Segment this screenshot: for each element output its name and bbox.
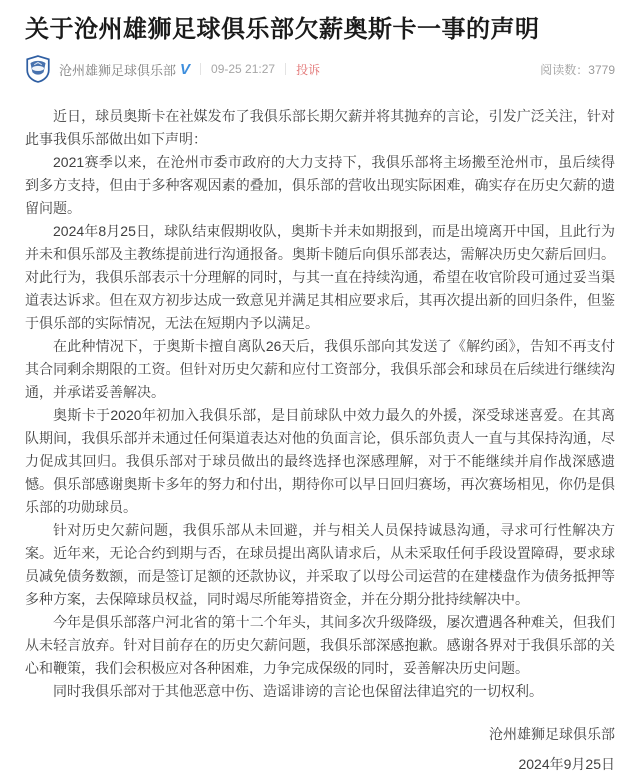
club-crest-icon[interactable]	[25, 55, 51, 83]
article-paragraph: 近日，球员奥斯卡在社媒发布了我俱乐部长期欠薪并将其抛弃的言论，引发广泛关注，针对此事我俱乐部做出如下声明：	[25, 108, 615, 148]
publish-timestamp: 09-25 21:27	[211, 62, 276, 77]
article-paragraph: 同时我俱乐部对于其他恶意中伤、造谣诽谤的言论也保留法律追究的一切权利。	[53, 683, 543, 700]
divider	[200, 63, 201, 75]
article-paragraph: 奥斯卡于2020年初加入我俱乐部，是目前球队中效力最久的外援，深受球迷喜爱。在其离队期间，我俱乐部并未通过任何渠道表达对他的负面言论，俱乐部负责人一直与其保持沟通，尽力促成其回归。我俱乐部对于球员做出的最终选择也深感理解，对于不能继续并肩作战深感遗憾。俱乐部感谢奥斯卡多年的努力和付出，期待你可以早日回归赛场，再次赛场相见，你仍是俱乐部的功勋球员。	[25, 407, 615, 516]
article-paragraph: 2024年8月25日，球队结束假期收队，奥斯卡并未如期报到，而是出境离开中国，且此行为并未和俱乐部及主教练提前进行沟通报备。奥斯卡随后向俱乐部表达，需解决历史欠薪后回归。对此行为，我俱乐部表示十分理解的同时，与其一直在持续沟通，希望在收官阶段可通过妥当渠道表达诉求。但在双方初步达成一致意见并满足其相应要求后，其再次提出新的回归条件，但鉴于俱乐部的实际情况，无法在短期内予以满足。	[25, 223, 615, 332]
article-page	[0, 14, 640, 779]
author-name-link[interactable]: 沧州雄狮足球俱乐部	[59, 62, 177, 78]
read-count-label: 阅读数：3779	[540, 62, 615, 77]
page-title: 关于沧州雄狮足球俱乐部欠薪奥斯卡一事的声明	[25, 16, 540, 43]
divider	[285, 63, 286, 75]
complaint-button[interactable]: 投诉	[296, 62, 321, 77]
signature-block	[25, 719, 615, 779]
verified-badge-icon: V	[180, 60, 191, 78]
article-body	[25, 105, 615, 703]
article-paragraph: 今年是俱乐部落户河北省的第十二个年头，其间多次升级降级，屡次遭遇各种难关，但我们从未轻言放弃。针对目前存在的历史欠薪问题，我俱乐部深感抱歉。感谢各界对于我俱乐部的关心和鞭策，我们会积极应对各种困难，力争完成保级的同时，妥善解决历史问题。	[25, 614, 615, 677]
signature-date: 2024年9月25日	[518, 756, 615, 773]
article-paragraph: 在此种情况下，于奥斯卡擅自离队26天后，我俱乐部向其发送了《解约函》，告知不再支付其合同剩余期限的工资。但针对历史欠薪和应付工资部分，我俱乐部会和球员在后续进行继续沟通，并承诺妥善解决。	[25, 338, 615, 401]
signature-club-name: 沧州雄狮足球俱乐部	[489, 726, 615, 743]
club-crest-svg	[25, 55, 51, 83]
article-paragraph: 2021赛季以来，在沧州市委市政府的大力支持下，我俱乐部将主场搬至沧州市，虽后续得到多方支持，但由于多种客观因素的叠加，俱乐部的营收出现实际困难，确实存在历史欠薪的遗留问题。	[25, 154, 615, 217]
article-paragraph: 针对历史欠薪问题，我俱乐部从未回避，并与相关人员保持诚恳沟通，寻求可行性解决方案。近年来，无论合约到期与否，在球员提出离队请求后，从未采取任何手段设置障碍，要求球员减免债务数额，而是签订足额的还款协议，并采取了以母公司运营的在建楼盘作为债务抵押等多种方案，去保障球员权益，同时竭尽所能筹措资金，并在分期分批持续解决中。	[25, 522, 615, 608]
author-meta-row	[25, 55, 615, 83]
